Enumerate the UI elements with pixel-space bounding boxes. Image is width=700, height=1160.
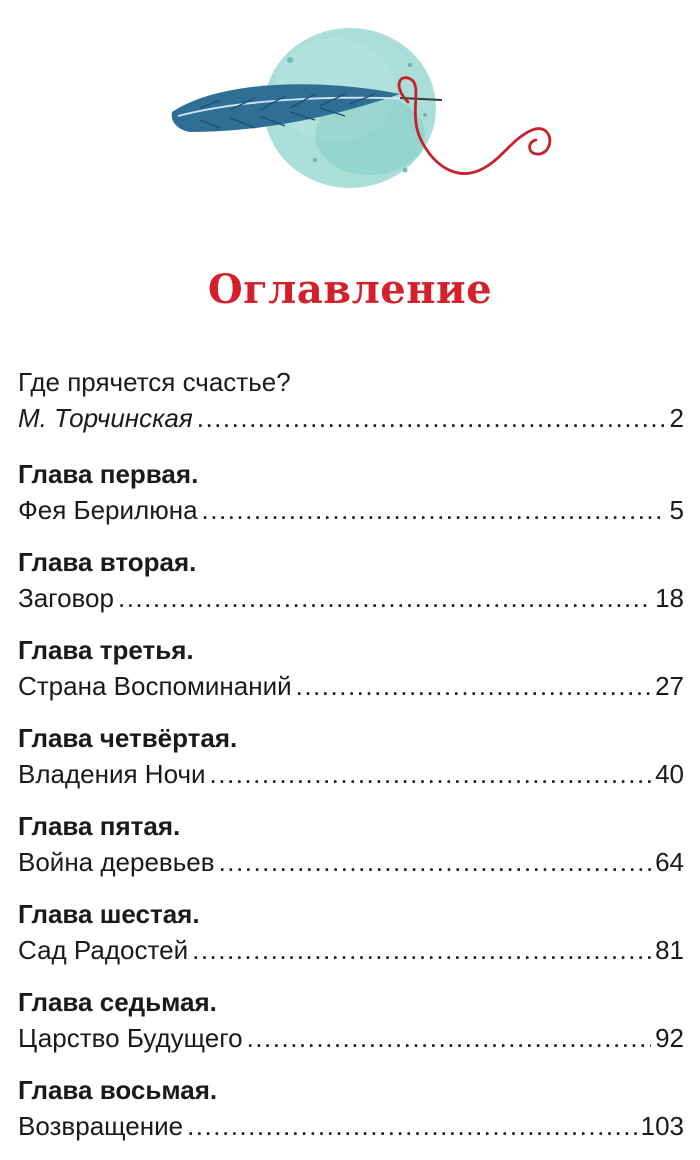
chapter-title: Война деревьев [18, 847, 215, 877]
chapter-label: Глава первая. [18, 459, 199, 489]
leader-dots [118, 580, 651, 616]
toc-entry-chapter-8 [18, 1072, 684, 1144]
chapter-label: Глава четвёртая. [18, 723, 238, 753]
toc-entry-chapter-1 [18, 456, 684, 528]
intro-author: М. Торчинская [18, 403, 193, 433]
toc-entry-chapter-3 [18, 632, 684, 704]
chapter-label: Глава вторая. [18, 547, 197, 577]
page-number: 2 [669, 403, 684, 433]
toc-entry-chapter-2 [18, 544, 684, 616]
page-number: 81 [655, 935, 684, 965]
chapter-title: Заговор [18, 583, 114, 613]
leader-dots [219, 844, 652, 880]
chapter-line [18, 932, 684, 968]
toc-entry-chapter-4 [18, 720, 684, 792]
page-number: 64 [655, 847, 684, 877]
page-number: 27 [655, 671, 684, 701]
chapter-line [18, 668, 684, 704]
chapter-title: Сад Радостей [18, 935, 189, 965]
chapter-line [18, 580, 684, 616]
chapter-label: Глава шестая. [18, 899, 200, 929]
chapter-label: Глава восьмая. [18, 1075, 218, 1105]
chapter-line [18, 492, 684, 528]
chapter-label: Глава третья. [18, 635, 194, 665]
chapter-title: Владения Ночи [18, 759, 206, 789]
leader-dots [202, 492, 666, 528]
chapter-line [18, 756, 684, 792]
page-title: Оглавление [207, 266, 493, 313]
leader-dots [192, 932, 651, 968]
page-number: 103 [640, 1111, 684, 1141]
chapter-title: Фея Берилюна [18, 495, 198, 525]
page-number: 40 [655, 759, 684, 789]
leader-dots [296, 668, 651, 704]
leader-dots [247, 1020, 652, 1056]
chapter-line [18, 1108, 684, 1144]
feather-illustration [160, 20, 560, 200]
chapter-line [18, 1020, 684, 1056]
leader-dots [197, 400, 666, 436]
page-number: 18 [655, 583, 684, 613]
toc-entry-chapter-6 [18, 896, 684, 968]
chapter-label: Глава седьмая. [18, 987, 217, 1017]
toc-entry-chapter-5 [18, 808, 684, 880]
chapter-title: Возвращение [18, 1111, 184, 1141]
page-number: 5 [669, 495, 684, 525]
table-of-contents [18, 364, 684, 1160]
chapter-line [18, 844, 684, 880]
intro-title: Где прячется счастье? [18, 367, 291, 397]
toc-entry-intro [18, 364, 684, 436]
toc-entry-chapter-7 [18, 984, 684, 1056]
chapter-label: Глава пятая. [18, 811, 181, 841]
chapter-title: Царство Будущего [18, 1023, 243, 1053]
intro-author-line [18, 400, 684, 436]
leader-dots [210, 756, 652, 792]
page-number: 92 [655, 1023, 684, 1053]
leader-dots [187, 1108, 637, 1144]
chapter-title: Страна Воспоминаний [18, 671, 292, 701]
